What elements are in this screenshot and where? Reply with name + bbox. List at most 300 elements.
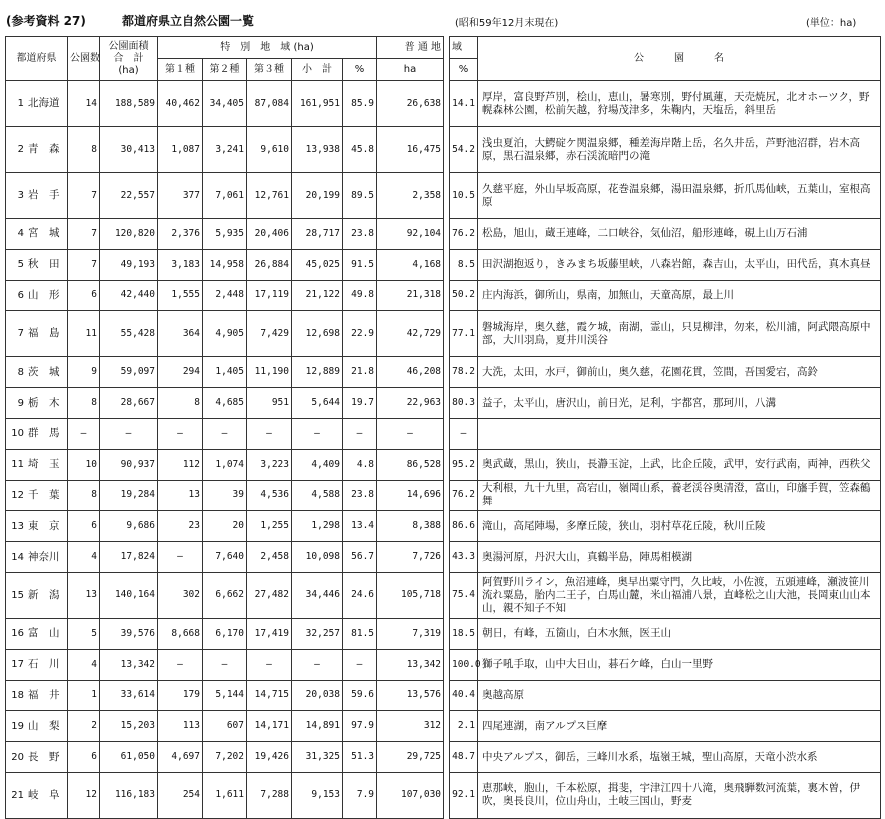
table-row <box>450 511 881 542</box>
cell-c3: 3,223 <box>247 449 292 480</box>
cell-c1: 23 <box>158 511 203 542</box>
cell-park-names: 阿賀野川ライン，魚沼連峰，奥早出粟守門，久比岐，小佐渡，五頭連峰，瀬波笹川流れ粟島，胎内二王子，白馬山麓，米山福浦八景，直峰松之山大池，長岡東山山本山，親不知子不知 <box>478 572 881 618</box>
cell-count: 6 <box>68 511 100 542</box>
cell-ord: 107,030 <box>377 772 444 818</box>
row-number: 19 <box>11 720 24 732</box>
prefecture-name: 群 馬 <box>28 427 60 440</box>
cell-c3: 9,610 <box>247 127 292 173</box>
cell-c1: 1,087 <box>158 127 203 173</box>
cell-c3: 87,084 <box>247 81 292 127</box>
cell-pct: 24.6 <box>343 572 377 618</box>
table-row <box>6 127 444 173</box>
cell-pct: 97.9 <box>343 711 377 742</box>
table-row <box>6 81 444 127</box>
cell-sub: 161,951 <box>292 81 343 127</box>
cell-park-names <box>478 418 881 449</box>
table-row <box>450 742 881 773</box>
cell-ord: 21,318 <box>377 280 444 311</box>
cell-pct: 49.8 <box>343 280 377 311</box>
cell-count: 4 <box>68 542 100 573</box>
cell-c2: 2,448 <box>203 280 247 311</box>
cell-sub: 34,446 <box>292 572 343 618</box>
cell-sub: 5,644 <box>292 388 343 419</box>
table-row <box>6 249 444 280</box>
prefecture-cell <box>6 572 68 618</box>
table-row <box>450 173 881 219</box>
cell-total: 42,440 <box>100 280 158 311</box>
cell-c3: 11,190 <box>247 357 292 388</box>
cell-pct: 91.5 <box>343 249 377 280</box>
row-number: 9 <box>17 397 24 409</box>
col-ordinary-percent: % <box>450 59 478 81</box>
cell-ordinary-percent: 80.3 <box>450 388 478 419</box>
cell-ordinary-percent: 86.6 <box>450 511 478 542</box>
row-number: 21 <box>11 789 24 801</box>
row-number: 12 <box>11 489 24 501</box>
cell-total: 188,589 <box>100 81 158 127</box>
table-row <box>6 572 444 618</box>
cell-sub: 28,717 <box>292 219 343 250</box>
row-number: 13 <box>11 520 24 532</box>
cell-c1: 8 <box>158 388 203 419</box>
cell-c1: — <box>158 542 203 573</box>
col-prefecture: 都道府県 <box>6 37 68 81</box>
table-row <box>450 418 881 449</box>
cell-c1: — <box>158 418 203 449</box>
cell-ordinary-percent: 95.2 <box>450 449 478 480</box>
cell-count: 9 <box>68 357 100 388</box>
prefecture-name: 神奈川 <box>28 550 60 563</box>
prefecture-cell <box>6 280 68 311</box>
cell-ord: 105,718 <box>377 572 444 618</box>
cell-c3: 1,255 <box>247 511 292 542</box>
row-number: 6 <box>17 289 24 301</box>
cell-c1: 254 <box>158 772 203 818</box>
cell-c1: 40,462 <box>158 81 203 127</box>
cell-c2: 14,958 <box>203 249 247 280</box>
cell-pct: 56.7 <box>343 542 377 573</box>
cell-ord: 46,208 <box>377 357 444 388</box>
cell-count: 8 <box>68 388 100 419</box>
cell-total: — <box>100 418 158 449</box>
prefecture-cell <box>6 173 68 219</box>
cell-ord: 42,729 <box>377 311 444 357</box>
cell-c1: — <box>158 649 203 680</box>
cell-park-names: 獅子吼手取，山中大日山，碁石ケ峰，白山一里野 <box>478 649 881 680</box>
prefecture-cell <box>6 511 68 542</box>
cell-c3: 14,715 <box>247 680 292 711</box>
cell-ord: — <box>377 418 444 449</box>
cell-c2: 1,405 <box>203 357 247 388</box>
cell-count: 5 <box>68 618 100 649</box>
prefecture-cell <box>6 81 68 127</box>
cell-c3: 7,429 <box>247 311 292 357</box>
cell-ordinary-percent: 92.1 <box>450 772 478 818</box>
prefecture-cell <box>6 649 68 680</box>
prefecture-name: 福 島 <box>28 327 60 340</box>
table-row <box>450 542 881 573</box>
cell-ordinary-percent: 18.5 <box>450 618 478 649</box>
col-percent: % <box>343 59 377 81</box>
cell-total: 22,557 <box>100 173 158 219</box>
table-row <box>6 280 444 311</box>
cell-ordinary-percent: 14.1 <box>450 81 478 127</box>
cell-total: 19,284 <box>100 480 158 511</box>
col-class2: 第２種 <box>203 59 247 81</box>
prefecture-name: 福 井 <box>28 688 60 701</box>
col-park-count: 公園数 <box>68 37 100 81</box>
prefecture-name: 北海道 <box>28 97 60 109</box>
cell-pct: 81.5 <box>343 618 377 649</box>
row-number: 15 <box>11 589 24 601</box>
cell-ord: 26,638 <box>377 81 444 127</box>
cell-total: 140,164 <box>100 572 158 618</box>
cell-ordinary-percent: 100.0 <box>450 649 478 680</box>
cell-ordinary-percent: 50.2 <box>450 280 478 311</box>
cell-c1: 4,697 <box>158 742 203 773</box>
cell-count: 1 <box>68 680 100 711</box>
cell-c1: 113 <box>158 711 203 742</box>
table-row <box>6 772 444 818</box>
cell-ord: 7,726 <box>377 542 444 573</box>
cell-ordinary-percent: — <box>450 418 478 449</box>
cell-sub: 12,889 <box>292 357 343 388</box>
cell-park-names: 田沢湖抱返り，きみまち坂藤里峡，八森岩館，森吉山，太平山，田代岳，真木真昼 <box>478 249 881 280</box>
cell-ord: 8,388 <box>377 511 444 542</box>
cell-sub: 20,038 <box>292 680 343 711</box>
row-number: 16 <box>11 628 24 640</box>
cell-pct: — <box>343 418 377 449</box>
cell-c3: 17,419 <box>247 618 292 649</box>
cell-c2: 607 <box>203 711 247 742</box>
cell-ordinary-percent: 10.5 <box>450 173 478 219</box>
cell-sub: 4,409 <box>292 449 343 480</box>
cell-c3: 4,536 <box>247 480 292 511</box>
table-row <box>450 388 881 419</box>
col-park-names: 公 園 名 <box>478 37 881 81</box>
row-number: 8 <box>17 366 24 378</box>
table-row <box>6 173 444 219</box>
cell-pct: 22.9 <box>343 311 377 357</box>
cell-c3: 7,288 <box>247 772 292 818</box>
cell-count: 6 <box>68 280 100 311</box>
prefecture-name: 新 潟 <box>28 588 60 601</box>
prefecture-name: 山 形 <box>28 288 60 301</box>
cell-total: 116,183 <box>100 772 158 818</box>
cell-c3: 20,406 <box>247 219 292 250</box>
cell-park-names: 奥越高原 <box>478 680 881 711</box>
page-title: 都道府県立自然公園一覧 <box>122 14 255 28</box>
cell-pct: 4.8 <box>343 449 377 480</box>
cell-c3: 2,458 <box>247 542 292 573</box>
cell-park-names: 奥武蔵，黒山，狭山，長瀞玉淀，上武，比企丘陵，武甲，安行武南，両神，西秩父 <box>478 449 881 480</box>
cell-c2: 20 <box>203 511 247 542</box>
cell-sub: 1,298 <box>292 511 343 542</box>
cell-park-names: 益子，太平山，唐沢山，前日光，足利，宇都宮，那珂川，八溝 <box>478 388 881 419</box>
cell-c1: 179 <box>158 680 203 711</box>
table-row <box>6 449 444 480</box>
cell-c3: 27,482 <box>247 572 292 618</box>
cell-count: 8 <box>68 127 100 173</box>
cell-ord: 7,319 <box>377 618 444 649</box>
cell-count: 2 <box>68 711 100 742</box>
table-row <box>6 480 444 511</box>
cell-pct: 51.3 <box>343 742 377 773</box>
cell-c2: 7,640 <box>203 542 247 573</box>
cell-sub: 10,098 <box>292 542 343 573</box>
cell-c3: — <box>247 418 292 449</box>
unit-note: (単位：ha) <box>806 18 857 29</box>
cell-c2: 6,662 <box>203 572 247 618</box>
cell-park-names: 四尾連湖，南アルプス巨摩 <box>478 711 881 742</box>
table-row <box>6 511 444 542</box>
cell-c2: 3,241 <box>203 127 247 173</box>
table-row <box>450 249 881 280</box>
table-row <box>450 280 881 311</box>
cell-total: 61,050 <box>100 742 158 773</box>
cell-ord: 4,168 <box>377 249 444 280</box>
cell-sub: 45,025 <box>292 249 343 280</box>
cell-c1: 13 <box>158 480 203 511</box>
table-row <box>6 649 444 680</box>
cell-count: 14 <box>68 81 100 127</box>
cell-sub: 4,588 <box>292 480 343 511</box>
cell-total: 90,937 <box>100 449 158 480</box>
cell-total: 59,097 <box>100 357 158 388</box>
cell-c2: 34,405 <box>203 81 247 127</box>
prefecture-name: 青 森 <box>28 143 60 155</box>
cell-pct: 85.9 <box>343 81 377 127</box>
cell-sub: 9,153 <box>292 772 343 818</box>
cell-total: 33,614 <box>100 680 158 711</box>
cell-count: — <box>68 418 100 449</box>
prefecture-name: 栃 木 <box>28 396 60 409</box>
cell-ordinary-percent: 78.2 <box>450 357 478 388</box>
prefecture-name: 秋 田 <box>28 258 60 271</box>
cell-ordinary-percent: 77.1 <box>450 311 478 357</box>
cell-c3: 14,171 <box>247 711 292 742</box>
cell-ord: 2,358 <box>377 173 444 219</box>
cell-pct: 45.8 <box>343 127 377 173</box>
cell-c1: 112 <box>158 449 203 480</box>
cell-ordinary-percent: 48.7 <box>450 742 478 773</box>
cell-total: 17,824 <box>100 542 158 573</box>
col-ordinary-unit: ha <box>377 59 444 81</box>
prefecture-name: 岩 手 <box>28 189 60 201</box>
cell-sub: 14,891 <box>292 711 343 742</box>
prefecture-name: 長 野 <box>28 750 60 763</box>
cell-ordinary-percent: 75.4 <box>450 572 478 618</box>
prefecture-cell <box>6 127 68 173</box>
park-names-table <box>449 36 881 819</box>
cell-pct: 23.8 <box>343 480 377 511</box>
cell-ord: 16,475 <box>377 127 444 173</box>
cell-park-names: 久慈平庭，外山早坂高原，花巻温泉郷，湯田温泉郷，折爪馬仙峡，五葉山，室根高原 <box>478 173 881 219</box>
cell-c2: 7,061 <box>203 173 247 219</box>
cell-total: 15,203 <box>100 711 158 742</box>
prefecture-cell <box>6 311 68 357</box>
page-header <box>0 0 885 36</box>
cell-c2: 5,935 <box>203 219 247 250</box>
table-row <box>450 649 881 680</box>
table-row <box>450 449 881 480</box>
cell-sub: 13,938 <box>292 127 343 173</box>
cell-c2: 4,905 <box>203 311 247 357</box>
table-row <box>450 618 881 649</box>
table-row <box>450 711 881 742</box>
prefecture-cell <box>6 742 68 773</box>
cell-c3: 951 <box>247 388 292 419</box>
cell-sub: 32,257 <box>292 618 343 649</box>
cell-ord: 86,528 <box>377 449 444 480</box>
cell-park-names: 中央アルプス，御岳，三峰川水系，塩嶺王城，聖山高原，天竜小渋水系 <box>478 742 881 773</box>
prefecture-cell <box>6 480 68 511</box>
row-number: 3 <box>17 190 24 201</box>
cell-total: 30,413 <box>100 127 158 173</box>
prefecture-cell <box>6 249 68 280</box>
cell-c2: 4,685 <box>203 388 247 419</box>
cell-count: 12 <box>68 772 100 818</box>
cell-ordinary-percent: 43.3 <box>450 542 478 573</box>
row-number: 10 <box>11 428 24 440</box>
cell-park-names: 庄内海浜，御所山，県南，加無山，天童高原，最上川 <box>478 280 881 311</box>
cell-sub: 12,698 <box>292 311 343 357</box>
cell-c2: 5,144 <box>203 680 247 711</box>
row-number: 20 <box>11 751 24 763</box>
table-row <box>450 357 881 388</box>
table-row <box>450 311 881 357</box>
table-row <box>6 711 444 742</box>
cell-sub: — <box>292 418 343 449</box>
cell-ordinary-percent: 2.1 <box>450 711 478 742</box>
statistics-table <box>5 36 444 819</box>
prefecture-cell <box>6 542 68 573</box>
cell-pct: 23.8 <box>343 219 377 250</box>
cell-c2: 39 <box>203 480 247 511</box>
col-class1: 第１種 <box>158 59 203 81</box>
table-row <box>6 418 444 449</box>
row-number: 4 <box>17 228 24 240</box>
row-number: 11 <box>11 459 24 471</box>
cell-count: 4 <box>68 649 100 680</box>
cell-c1: 2,376 <box>158 219 203 250</box>
cell-sub: — <box>292 649 343 680</box>
cell-ord: 22,963 <box>377 388 444 419</box>
row-number: 5 <box>17 259 24 271</box>
cell-c1: 377 <box>158 173 203 219</box>
prefecture-name: 東 京 <box>28 519 60 532</box>
cell-sub: 31,325 <box>292 742 343 773</box>
cell-ord: 92,104 <box>377 219 444 250</box>
cell-c1: 302 <box>158 572 203 618</box>
prefecture-name: 山 梨 <box>28 719 60 732</box>
cell-c3: 17,119 <box>247 280 292 311</box>
cell-c3: 26,884 <box>247 249 292 280</box>
cell-pct: 7.9 <box>343 772 377 818</box>
col-class3: 第３種 <box>247 59 292 81</box>
prefecture-cell <box>6 418 68 449</box>
table-row <box>6 680 444 711</box>
cell-park-names: 滝山，高尾陣場，多摩丘陵，狭山，羽村草花丘陵，秋川丘陵 <box>478 511 881 542</box>
cell-count: 7 <box>68 249 100 280</box>
cell-total: 13,342 <box>100 649 158 680</box>
row-number: 7 <box>17 328 24 340</box>
cell-total: 9,686 <box>100 511 158 542</box>
row-number: 2 <box>17 144 24 155</box>
cell-park-names: 大洗，太田，水戸，御前山，奥久慈，花園花貫，笠間，吾国愛宕，高鈴 <box>478 357 881 388</box>
cell-total: 120,820 <box>100 219 158 250</box>
prefecture-cell <box>6 618 68 649</box>
cell-pct: — <box>343 649 377 680</box>
cell-count: 6 <box>68 742 100 773</box>
cell-count: 13 <box>68 572 100 618</box>
cell-sub: 20,199 <box>292 173 343 219</box>
cell-c2: 7,202 <box>203 742 247 773</box>
cell-pct: 13.4 <box>343 511 377 542</box>
cell-park-names: 恵那峡，胞山，千本松原，揖斐，宇津江四十八滝，奥飛騨数河流葉，裏木曽，伊吹，奥長良川，位山舟山，土岐三国山，野麦 <box>478 772 881 818</box>
cell-count: 8 <box>68 480 100 511</box>
cell-park-names: 大利根，九十九里，高宕山，嶺岡山系，養老渓谷奥清澄，富山，印旛手賀，笠森鶴舞 <box>478 480 881 511</box>
cell-ord: 312 <box>377 711 444 742</box>
table-row <box>6 357 444 388</box>
cell-total: 55,428 <box>100 311 158 357</box>
cell-park-names: 朝日，有峰，五箇山，白木水無，医王山 <box>478 618 881 649</box>
cell-park-names: 磐城海岸，奥久慈，霞ケ城，南湖，霊山，只見柳津，勿来，松川浦，阿武隈高原中部，大川羽鳥，夏井川渓谷 <box>478 311 881 357</box>
table-row <box>450 219 881 250</box>
cell-total: 39,576 <box>100 618 158 649</box>
cell-pct: 89.5 <box>343 173 377 219</box>
table-row <box>6 311 444 357</box>
cell-total: 28,667 <box>100 388 158 419</box>
row-number: 17 <box>11 659 24 671</box>
cell-ordinary-percent: 40.4 <box>450 680 478 711</box>
cell-c2: 1,074 <box>203 449 247 480</box>
cell-ordinary-percent: 76.2 <box>450 480 478 511</box>
table-row <box>450 680 881 711</box>
prefecture-name: 岐 阜 <box>28 788 60 801</box>
table-row <box>450 480 881 511</box>
cell-count: 11 <box>68 311 100 357</box>
prefecture-cell <box>6 357 68 388</box>
cell-c1: 8,668 <box>158 618 203 649</box>
col-ordinary-area-cont: 域 <box>450 37 478 59</box>
col-ordinary-area: 普 通 地 <box>377 37 444 59</box>
prefecture-cell <box>6 449 68 480</box>
table-row <box>6 542 444 573</box>
table-row <box>450 127 881 173</box>
prefecture-name: 埼 玉 <box>28 458 60 471</box>
cell-pct: 21.8 <box>343 357 377 388</box>
cell-c2: 1,611 <box>203 772 247 818</box>
prefecture-cell <box>6 219 68 250</box>
table-row <box>6 742 444 773</box>
col-park-area: 公園面積 合 計 (ha) <box>100 37 158 81</box>
cell-c1: 1,555 <box>158 280 203 311</box>
table-row <box>450 772 881 818</box>
cell-park-names: 奥湯河原，丹沢大山，真鶴半島，陣馬相模湖 <box>478 542 881 573</box>
cell-c1: 294 <box>158 357 203 388</box>
prefecture-name: 石 川 <box>28 658 60 671</box>
cell-c3: — <box>247 649 292 680</box>
cell-park-names: 浅虫夏泊，大鰐碇ケ関温泉郷，種差海岸階上岳，名久井岳，芦野池沼群，岩木高原，黒石温泉郷，赤石渓流暗門の滝 <box>478 127 881 173</box>
row-number: 14 <box>11 551 24 563</box>
cell-ordinary-percent: 8.5 <box>450 249 478 280</box>
cell-ord: 13,576 <box>377 680 444 711</box>
cell-pct: 19.7 <box>343 388 377 419</box>
cell-ordinary-percent: 54.2 <box>450 127 478 173</box>
cell-c2: — <box>203 649 247 680</box>
prefecture-name: 茨 城 <box>28 365 60 378</box>
